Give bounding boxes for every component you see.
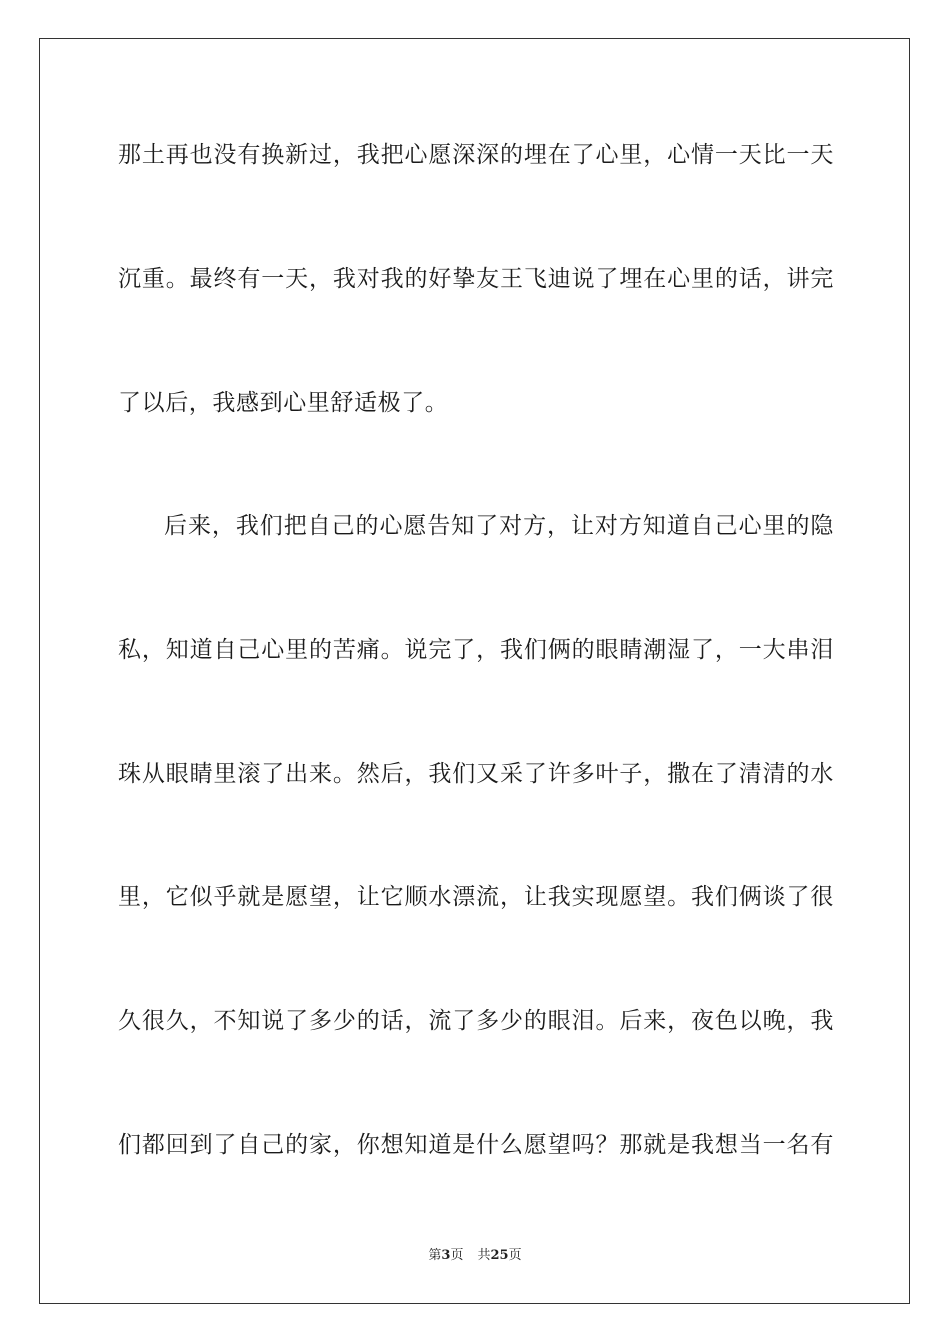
total-suffix: 页 [508, 1248, 522, 1263]
total-prefix: 共 [477, 1248, 491, 1263]
text-line: 私，知道自己心里的苦痛。说完了，我们俩的眼睛潮湿了，一大串泪 [118, 637, 834, 663]
page-prefix: 第 [428, 1248, 442, 1263]
page-number: 3 [441, 1248, 451, 1263]
text-line: 后来，我们把自己的心愿告知了对方，让对方知道自己心里的隐 [164, 513, 834, 539]
text-line: 久很久，不知说了多少的话，流了多少的眼泪。后来，夜色以晚，我 [118, 1008, 834, 1034]
text-line: 珠从眼睛里滚了出来。然后，我们又采了许多叶子，撒在了清清的水 [118, 761, 834, 787]
text-line: 了以后，我感到心里舒适极了。 [118, 390, 449, 416]
page-border [39, 38, 910, 1304]
text-line: 那土再也没有换新过，我把心愿深深的埋在了心里，心情一天比一天 [118, 142, 834, 168]
page-suffix: 页 [450, 1248, 464, 1263]
text-line: 里，它似乎就是愿望，让它顺水漂流，让我实现愿望。我们俩谈了很 [118, 884, 834, 910]
text-line: 沉重。最终有一天，我对我的好挚友王飞迪说了埋在心里的话，讲完 [118, 266, 834, 292]
page-footer [0, 1247, 950, 1265]
total-pages: 25 [490, 1248, 509, 1263]
text-line: 们都回到了自己的家，你想知道是什么愿望吗？那就是我想当一名有 [118, 1132, 834, 1158]
